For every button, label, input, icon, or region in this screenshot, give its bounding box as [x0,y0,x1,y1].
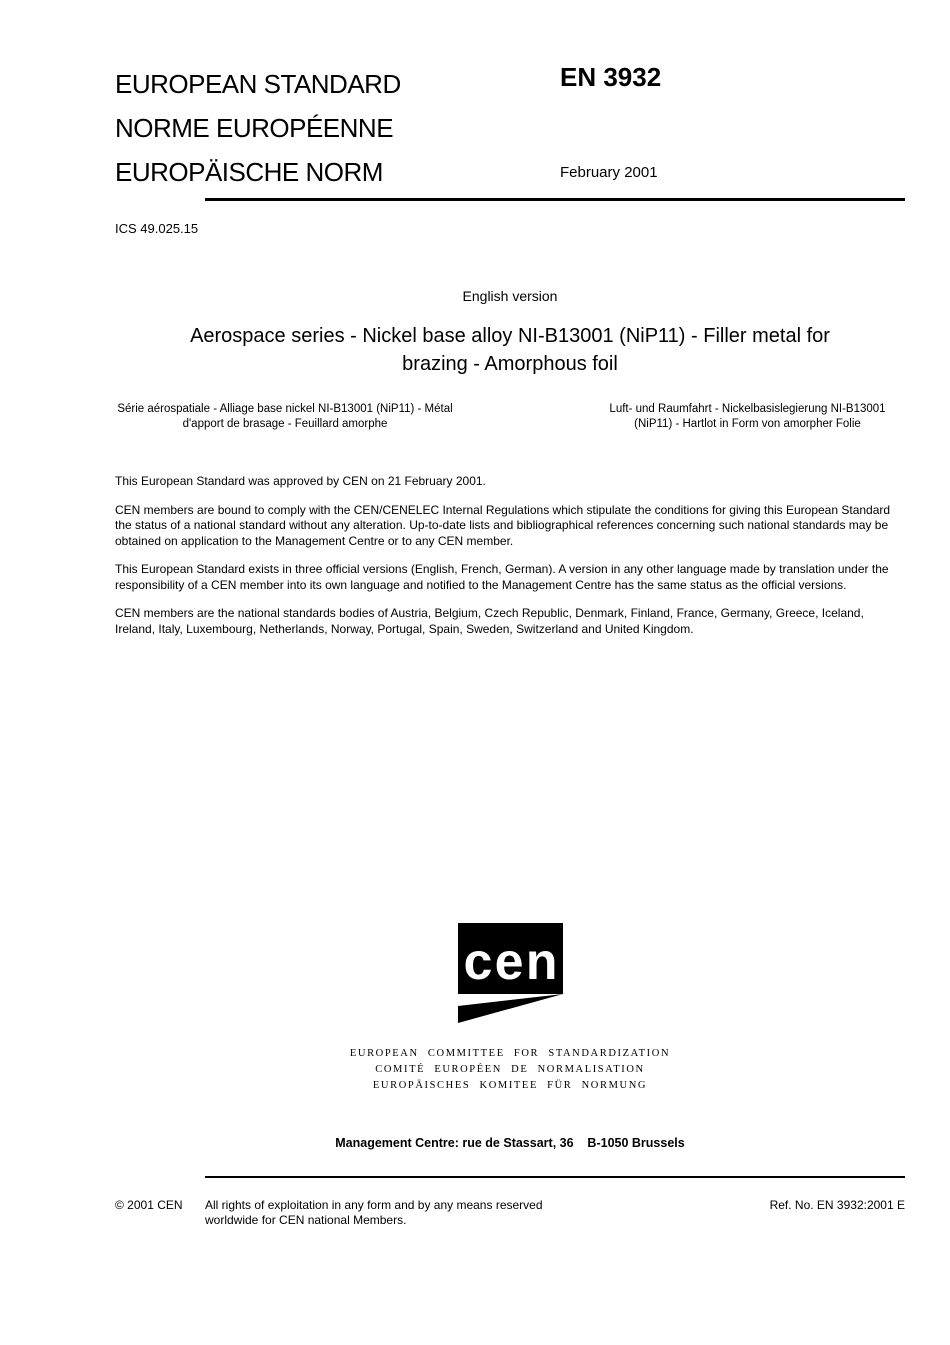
footer-rule [205,1176,905,1178]
body-paragraph-3: CEN members are the national standards bodies of Austria, Belgium, Czech Republic, Denmark, Finland, France, Germany, Greece, Iceland, Ireland, Italy, Luxembourg, Netherlands, Norway, Portugal, Spain, Sweden, Switzerland and United Kingdom. [115,606,864,636]
committee-name-fr: COMITÉ EUROPÉEN DE NORMALISATION [375,1064,645,1075]
page-footer [115,1198,905,1228]
document-title: Aerospace series - Nickel base alloy NI-B13001 (NiP11) - Filler metal for brazing - Amorphous foil [190,325,830,375]
standard-cover-page [115,0,905,1228]
reference-number: Ref. No. EN 3932:2001 E [769,1198,905,1212]
publication-date: February 2001 [560,164,658,181]
standard-number: EN 3932 [560,62,662,92]
body-paragraph-1: CEN members are bound to comply with the CEN/CENELEC Internal Regulations which stipulate the conditions for giving this European Standard the status of a national standard without any alteration. Up-to-date lists and bibliographical references concerning such national standards may be obtained on application to the Management Centre or to any CEN member. [115,502,891,548]
cen-logo [458,923,563,1023]
version-label: English version [462,288,558,304]
management-centre-address: Management Centre: rue de Stassart, 36 B-1050 Brussels [335,1136,685,1150]
cen-logo-swoosh-triangle [458,994,563,1023]
body-paragraph-2: This European Standard exists in three official versions (English, French, German). A version in any other language made by translation under the responsibility of a CEN member into its own language and notified to the Management Centre has the same status as the official versions. [115,562,889,592]
cen-logo-container [115,923,905,1028]
header-right-block [560,62,661,181]
document-header [115,62,905,194]
subtitle-french: Série aérospatiale - Alliage base nickel NI-B13001 (NiP11) - Métal d'apport de brasage - Feuillard amorphe [117,403,453,430]
committee-name-block [115,1046,905,1094]
committee-name-en: EUROPEAN COMMITTEE FOR STANDARDIZATION [349,1048,671,1059]
header-title-de: EUROPÄISCHE NORM [115,157,383,187]
copyright-notice: © 2001 CEN [115,1198,183,1212]
subtitle-german: Luft- und Raumfahrt - Nickelbasislegierung NI-B13001 (NiP11) - Hartlot in Form von amorpher Folie [609,403,886,430]
translated-subtitles [115,402,905,432]
header-titles [115,62,905,194]
cen-logo-text: cen [463,933,557,991]
approval-statement: This European Standard was approved by CEN on 21 February 2001. [115,474,486,488]
ics-code: ICS 49.025.15 [115,221,199,236]
header-title-en: EUROPEAN STANDARD [115,69,401,99]
header-title-fr: NORME EUROPÉENNE [115,113,394,143]
rights-statement: All rights of exploitation in any form and by any means reserved worldwide for CEN national Members. [205,1198,543,1227]
committee-name-de: EUROPÄISCHES KOMITEE FÜR NORMUNG [372,1080,648,1091]
header-rule [205,198,905,201]
